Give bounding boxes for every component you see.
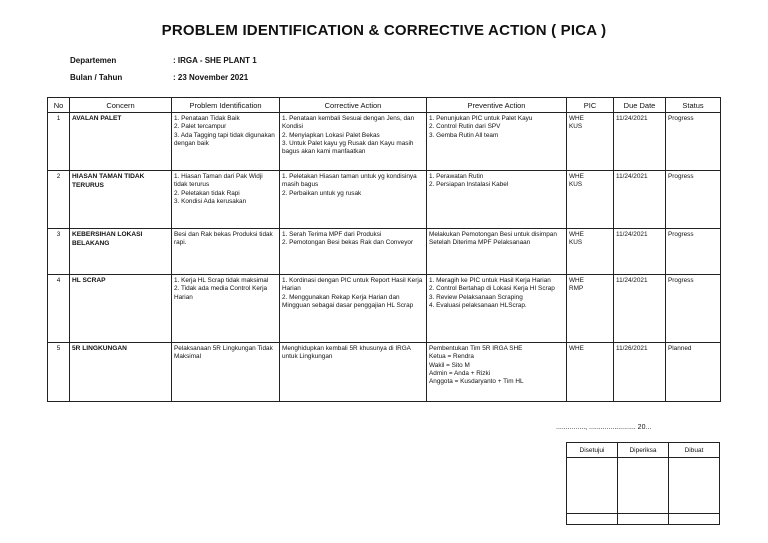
signature-name-row — [567, 514, 720, 525]
preventive-line: 1. Penunjukan PIC untuk Palet Kayu — [429, 115, 533, 122]
signature-box-approved — [567, 458, 618, 514]
row-due-date: 11/24/2021 — [614, 171, 666, 229]
pic-line: RMP — [569, 285, 584, 293]
corrective-line: 1. Peletakan Hiasan taman untuk yg kondisinya masih bagus — [282, 173, 417, 189]
corrective-line: Menghidupkan kembali 5R khusunya di IRGA untuk Lingkungan — [282, 345, 411, 361]
problem-line: 2. Peletakan tidak Rapi — [174, 189, 240, 197]
header-status: Status — [666, 98, 721, 113]
preventive-line: Wakil = Sito M — [429, 361, 470, 369]
problem-line: 3. Kondisi Ada kerusakan — [174, 197, 247, 205]
preventive-line: 4. Evaluasi pelaksanaan HLScrap. — [429, 301, 527, 309]
preventive-line: 3. Gemba Rutin All team — [429, 131, 499, 139]
row-pic — [567, 171, 614, 229]
signature-name-approved — [567, 514, 618, 525]
signature-header-approved: Disetujui — [567, 443, 618, 458]
row-preventive — [427, 343, 567, 402]
pic-line: WHE — [569, 231, 584, 238]
corrective-line: 2. Pemotongan Besi bekas Rak dan Conveyor — [282, 239, 414, 247]
row-status: Progress — [666, 171, 721, 229]
pic-line: WHE — [569, 173, 584, 180]
signature-name-made — [669, 514, 720, 525]
row-status: Progress — [666, 275, 721, 343]
row-no: 3 — [48, 229, 70, 275]
preventive-line: Melakukan Pemotongan Besi untuk disimpan Setelah Diterima MPF Pelaksanaan — [429, 231, 557, 247]
problem-line: 3. Ada Tagging tapi tidak digunakan dengan baik — [174, 131, 275, 147]
row-preventive — [427, 275, 567, 343]
row-due-date: 11/24/2021 — [614, 229, 666, 275]
row-pic — [567, 275, 614, 343]
pic-line: KUS — [569, 181, 583, 189]
row-status: Progress — [666, 229, 721, 275]
preventive-line: Admin = Anda + Rizki — [429, 369, 491, 377]
row-corrective — [280, 171, 427, 229]
department-label: Departemen — [70, 56, 117, 65]
problem-line: 2. Tidak ada media Control Kerja Harian — [174, 285, 268, 301]
corrective-line: 3. Untuk Palet kayu yg Rusak dan Kayu masih bagus akan kami manfaatkan — [282, 139, 414, 156]
preventive-line: 2. Persiapan Instalasi Kabel — [429, 181, 509, 189]
pic-line: WHE — [569, 115, 584, 122]
row-preventive — [427, 113, 567, 171]
corrective-line: 2. Perbaikan untuk yg rusak — [282, 189, 362, 197]
page-title: PROBLEM IDENTIFICATION & CORRECTIVE ACTION ( PICA ) — [161, 22, 607, 39]
row-problem — [172, 171, 280, 229]
row-corrective — [280, 113, 427, 171]
problem-line: 1. Penataan Tidak Baik — [174, 115, 240, 122]
preventive-line: 3. Review Pelaksanaan Scraping — [429, 293, 523, 301]
problem-line: Besi dan Rak bekas Produksi tidak rapi. — [174, 231, 273, 247]
period-value: : 23 November 2021 — [173, 73, 249, 82]
row-concern: HIASAN TAMAN TIDAK TERURUS — [70, 171, 172, 229]
header-corrective: Corrective Action — [280, 98, 427, 113]
row-due-date: 11/26/2021 — [614, 343, 666, 402]
problem-line: Pelaksanaan 5R Lingkungan Tidak Maksimal — [174, 345, 273, 361]
row-no: 1 — [48, 113, 70, 171]
row-preventive — [427, 229, 567, 275]
period-label: Bulan / Tahun — [70, 73, 123, 82]
table-row — [48, 229, 721, 275]
row-concern: AVALAN PALET — [70, 113, 172, 171]
problem-line: 1. Hiasan Taman dari Pak Widji tidak terurus — [174, 173, 263, 189]
row-due-date: 11/24/2021 — [614, 113, 666, 171]
row-pic — [567, 229, 614, 275]
header-due-date: Due Date — [614, 98, 666, 113]
row-no: 5 — [48, 343, 70, 402]
preventive-line: 1. Meragih ke PIC untuk Hasil Kerja Harian — [429, 277, 551, 284]
department-value: : IRGA - SHE PLANT 1 — [173, 56, 257, 65]
header-preventive: Preventive Action — [427, 98, 567, 113]
place-date-line: ..............., ........................ 20... — [556, 424, 652, 431]
corrective-line: 1. Penataan kembali Sesuai dengan Jens, dan Kondisi — [282, 115, 415, 131]
signature-box-checked — [618, 458, 669, 514]
header-concern: Concern — [70, 98, 172, 113]
signature-box-made — [669, 458, 720, 514]
row-due-date: 11/24/2021 — [614, 275, 666, 343]
corrective-line: 2. Menyiapkan Lokasi Palet Bekas — [282, 131, 380, 139]
pic-line: WHE — [569, 345, 584, 352]
corrective-line: 2. Menggunakan Rekap Kerja Harian dan Mingguan sebagai dasar penggajian HL Scrap — [282, 293, 414, 309]
row-problem — [172, 275, 280, 343]
table-row — [48, 275, 721, 343]
table-row — [48, 343, 721, 402]
problem-line: 2. Palet tercampur — [174, 123, 227, 131]
row-no: 2 — [48, 171, 70, 229]
pic-line: KUS — [569, 239, 583, 247]
row-status: Progress — [666, 113, 721, 171]
table-row — [48, 113, 721, 171]
signature-header-checked: Diperiksa — [618, 443, 669, 458]
row-corrective — [280, 229, 427, 275]
row-preventive — [427, 171, 567, 229]
row-pic — [567, 343, 614, 402]
row-corrective — [280, 275, 427, 343]
row-problem — [172, 229, 280, 275]
signature-name-checked — [618, 514, 669, 525]
row-corrective — [280, 343, 427, 402]
row-pic — [567, 113, 614, 171]
row-no: 4 — [48, 275, 70, 343]
signature-box-row — [567, 458, 720, 514]
signature-header-row — [567, 443, 720, 458]
corrective-line: 1. Kordinasi dengan PIC untuk Report Hasil Kerja Harian — [282, 277, 423, 293]
header-pic: PIC — [567, 98, 614, 113]
row-problem — [172, 113, 280, 171]
table-row — [48, 171, 721, 229]
pica-table — [47, 97, 721, 402]
table-header-row — [48, 98, 721, 113]
header-no: No — [48, 98, 70, 113]
row-concern: HL SCRAP — [70, 275, 172, 343]
preventive-line: 1. Perawatan Rutin — [429, 173, 484, 180]
header-problem: Problem Identification — [172, 98, 280, 113]
preventive-line: Anggota = Kusdaryanto + Tim HL — [429, 378, 524, 386]
pic-line: WHE — [569, 277, 584, 284]
row-concern: 5R LINGKUNGAN — [70, 343, 172, 402]
signature-header-made: Dibuat — [669, 443, 720, 458]
pic-line: KUS — [569, 123, 583, 131]
preventive-line: Ketua = Rendra — [429, 353, 474, 361]
row-concern: KEBERSIHAN LOKASI BELAKANG — [70, 229, 172, 275]
problem-line: 1. Kerja HL Scrap tidak maksimal — [174, 277, 269, 284]
signature-table — [566, 442, 720, 525]
preventive-line: 2. Control Bertahap di Lokasi Kerja HI Scrap — [429, 285, 555, 293]
row-status: Planned — [666, 343, 721, 402]
preventive-line: 2. Control Rutin dari SPV — [429, 123, 501, 131]
row-problem — [172, 343, 280, 402]
preventive-line: Pembentukan Tim 5R IRGA SHE — [429, 345, 523, 352]
corrective-line: 1. Serah Terima MPF dari Produksi — [282, 231, 382, 238]
